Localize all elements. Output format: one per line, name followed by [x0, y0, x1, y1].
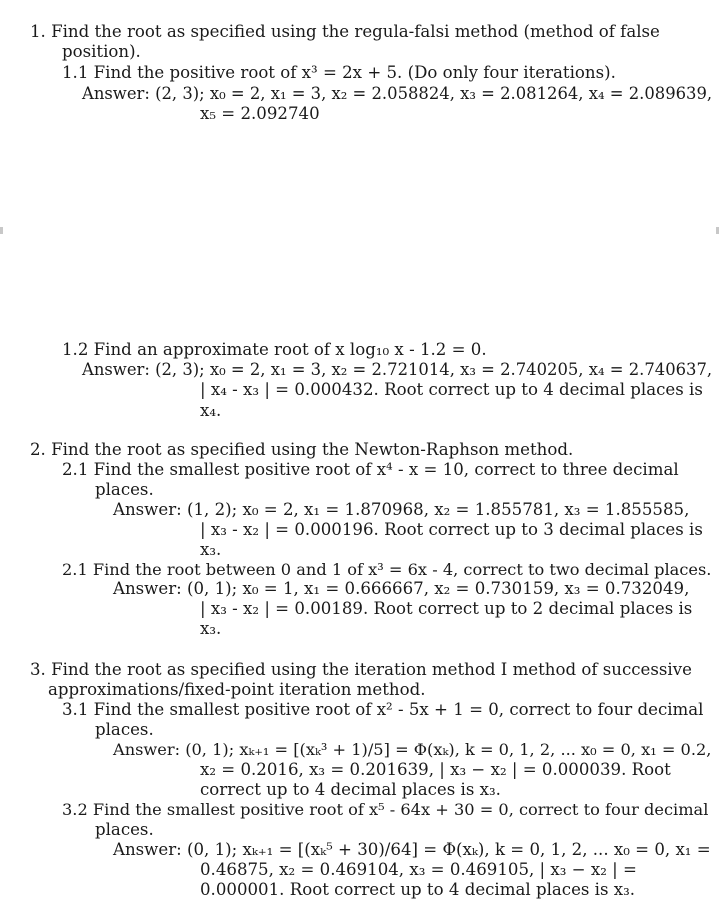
q2-1-question: 2.1 Find the smallest positive root of x⁴ - x = 10, correct to three decimal	[62, 460, 679, 479]
q3-2-question-cont: places.	[95, 820, 154, 839]
page-edge-mark-left	[0, 227, 3, 234]
q2-1-answer-end: x₃.	[200, 540, 222, 559]
q3-2-answer-cont: 0.46875, x₂ = 0.469104, x₃ = 0.469105, | x₃ − x₂ | =	[200, 860, 637, 879]
q3-title: 3. Find the root as specified using the iteration method I method of successive	[30, 660, 692, 679]
q2-2-answer-end: x₃.	[200, 619, 222, 638]
q3-title-cont: approximations/fixed-point iteration method.	[48, 680, 426, 699]
q1-2-question: 1.2 Find an approximate root of x log₁₀ x - 1.2 = 0.	[62, 340, 487, 359]
q3-1-answer-end: correct up to 4 decimal places is x₃.	[200, 780, 501, 799]
q3-1-question: 3.1 Find the smallest positive root of x² - 5x + 1 = 0, correct to four decimal	[62, 700, 704, 719]
q3-2-answer-end: 0.000001. Root correct up to 4 decimal places is x₃.	[200, 880, 636, 899]
q1-1-question: 1.1 Find the positive root of x³ = 2x + 5. (Do only four iterations).	[62, 63, 616, 82]
q3-1-answer: Answer: (0, 1); xₖ₊₁ = [(xₖ³ + 1)/5] = Φ(xₖ), k = 0, 1, 2, ... x₀ = 0, x₁ = 0.2,	[113, 740, 712, 759]
q1-2-answer: Answer: (2, 3); x₀ = 2, x₁ = 3, x₂ = 2.721014, x₃ = 2.740205, x₄ = 2.740637,	[82, 360, 713, 379]
q1-title: 1. Find the root as specified using the regula-falsi method (method of false	[30, 22, 660, 41]
q2-1-answer: Answer: (1, 2); x₀ = 2, x₁ = 1.870968, x₂ = 1.855781, x₃ = 1.855585,	[113, 500, 690, 519]
q2-2-answer-cont: | x₃ - x₂ | = 0.00189. Root correct up to 2 decimal places is	[200, 599, 693, 618]
q2-1-question-cont: places.	[95, 480, 154, 499]
q3-2-answer: Answer: (0, 1); xₖ₊₁ = [(xₖ⁵ + 30)/64] = Φ(xₖ), k = 0, 1, 2, ... x₀ = 0, x₁ =	[113, 840, 711, 859]
q2-1-answer-cont: | x₃ - x₂ | = 0.000196. Root correct up to 3 decimal places is	[200, 520, 703, 539]
q1-title-cont: position).	[62, 42, 141, 61]
q1-2-answer-cont: | x₄ - x₃ | = 0.000432. Root correct up to 4 decimal places is	[200, 380, 703, 399]
q3-1-answer-cont: x₂ = 0.2016, x₃ = 0.201639, | x₃ − x₂ | = 0.000039. Root	[200, 760, 671, 779]
q1-1-answer-cont: x₅ = 2.092740	[200, 104, 320, 123]
q3-2-question: 3.2 Find the smallest positive root of x⁵ - 64x + 30 = 0, correct to four decimal	[62, 800, 709, 819]
q2-title: 2. Find the root as specified using the Newton-Raphson method.	[30, 440, 574, 459]
q3-1-question-cont: places.	[95, 720, 154, 739]
q1-1-answer: Answer: (2, 3); x₀ = 2, x₁ = 3, x₂ = 2.058824, x₃ = 2.081264, x₄ = 2.089639,	[82, 84, 713, 103]
q1-2-answer-end: x₄.	[200, 401, 222, 420]
q2-2-question: 2.1 Find the root between 0 and 1 of x³ = 6x - 4, correct to two decimal places.	[62, 560, 712, 579]
q2-2-answer: Answer: (0, 1); x₀ = 1, x₁ = 0.666667, x₂ = 0.730159, x₃ = 0.732049,	[113, 579, 690, 598]
